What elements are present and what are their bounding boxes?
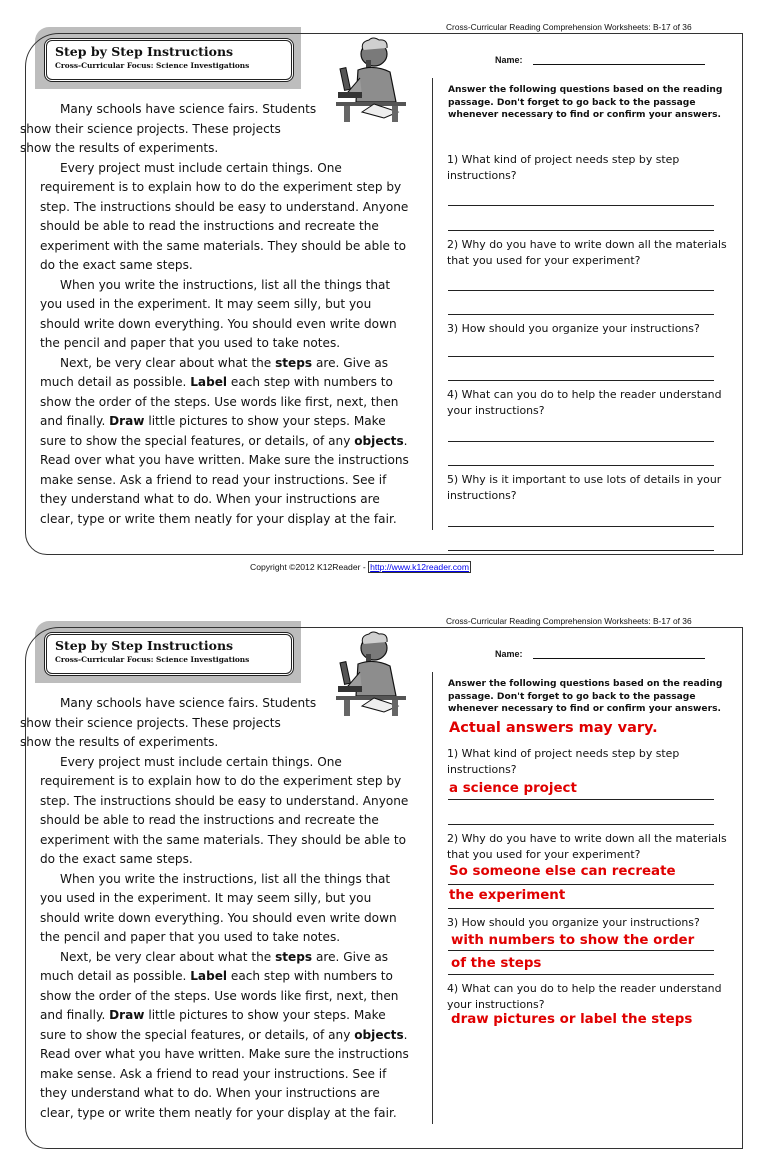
passage-text: are. Give as much detail as possible. bbox=[40, 355, 389, 389]
bold-term: steps bbox=[275, 949, 313, 964]
question-2: 2) Why do you have to write down all the materials that you used for your experiment? bbox=[447, 832, 727, 861]
passage-line: Many schools have science fairs. Students bbox=[60, 102, 317, 116]
passage-paragraph-4 bbox=[40, 948, 410, 1124]
bold-term: Label bbox=[190, 375, 228, 389]
passage-text: each step with numbers to show the order of the steps. Use words like first, next, then and finally. bbox=[40, 375, 399, 428]
directions: Answer the following questions based on the reading passage. Don't forget to go back to the passage whenever necessary to find or confirm your answers. bbox=[448, 85, 723, 120]
passage-line: Many schools have science fairs. Students bbox=[60, 696, 317, 710]
passage-text: Next, be very clear about what the bbox=[60, 949, 276, 964]
reading-passage bbox=[20, 100, 410, 529]
name-label: Name: bbox=[495, 649, 523, 659]
answer-line[interactable] bbox=[448, 314, 714, 315]
passage-paragraph-4 bbox=[40, 354, 410, 530]
passage-text: . Read over what you have written. Make sure the instructions make sense. Ask a friend to read your instructions. See if they understand what to do. When your instructions are clear, type or write them neatly for your display at the fair. bbox=[40, 433, 409, 526]
bold-term: Draw bbox=[109, 414, 145, 428]
answer-line[interactable] bbox=[448, 526, 714, 527]
question-4: 4) What can you do to help the reader understand your instructions? bbox=[447, 982, 722, 1011]
question-4: 4) What can you do to help the reader understand your instructions? bbox=[447, 388, 722, 417]
passage-paragraph-3: When you write the instructions, list all the things that you used in the experiment. It may seem silly, but you should write down everything. You should even write down the pencil and paper that you used to take notes. bbox=[40, 277, 397, 350]
bold-term: Label bbox=[190, 969, 228, 983]
directions: Answer the following questions based on the reading passage. Don't forget to go back to the passage whenever necessary to find or confirm your answers. bbox=[448, 679, 723, 714]
passage-paragraph-1 bbox=[20, 694, 410, 753]
answer-line[interactable] bbox=[448, 465, 714, 466]
name-label: Name: bbox=[495, 55, 523, 65]
question-1: 1) What kind of project needs step by step instructions? bbox=[447, 747, 680, 776]
passage-line: show their science projects. These projects bbox=[20, 715, 281, 730]
answer-line[interactable] bbox=[448, 550, 714, 551]
answer-line[interactable] bbox=[448, 290, 714, 291]
question-1: 1) What kind of project needs step by step instructions? bbox=[447, 153, 680, 182]
answer-2-line-1: So someone else can recreate bbox=[449, 864, 676, 879]
answer-1: a science project bbox=[449, 781, 577, 796]
name-line[interactable] bbox=[533, 658, 705, 659]
worksheet-header: Cross-Curricular Reading Comprehension Worksheets: B-17 of 36 bbox=[446, 616, 692, 626]
title-box bbox=[44, 632, 294, 676]
answer-line[interactable] bbox=[448, 356, 714, 357]
name-line[interactable] bbox=[533, 64, 705, 65]
bold-term: objects bbox=[354, 433, 404, 448]
answer-2-line-2: the experiment bbox=[449, 888, 566, 903]
question-5: 5) Why is it important to use lots of details in your instructions? bbox=[447, 473, 722, 502]
worksheet-header: Cross-Curricular Reading Comprehension Worksheets: B-17 of 36 bbox=[446, 22, 692, 32]
answer-line[interactable] bbox=[448, 884, 714, 885]
passage-line: show the results of experiments. bbox=[20, 735, 219, 749]
worksheet-subtitle: Cross-Curricular Focus: Science Investigations bbox=[55, 61, 250, 70]
passage-paragraph-2: Every project must include certain things. One requirement is to explain how to do the experiment step by step. The instructions should be easy to understand. Anyone should be able to read the instructions and recreate the experiment with the same materials. They should be able to do the exact same steps. bbox=[40, 754, 409, 866]
answer-3-line-1: with numbers to show the order bbox=[451, 933, 695, 948]
passage-line: show the results of experiments. bbox=[20, 141, 219, 155]
worksheet-subtitle: Cross-Curricular Focus: Science Investigations bbox=[55, 655, 250, 664]
passage-text: . Read over what you have written. Make sure the instructions make sense. Ask a friend to read your instructions. See if they understand what to do. When your instructions are clear, type or write them neatly for your display at the fair. bbox=[40, 1027, 409, 1120]
answers-vary-note: Actual answers may vary. bbox=[449, 720, 658, 736]
question-2: 2) Why do you have to write down all the materials that you used for your experiment? bbox=[447, 238, 727, 267]
name-field[interactable] bbox=[495, 55, 705, 65]
answer-line[interactable] bbox=[448, 950, 714, 951]
answer-4-line-1: draw pictures or label the steps bbox=[451, 1012, 693, 1027]
answer-line[interactable] bbox=[448, 824, 714, 825]
passage-paragraph-2: Every project must include certain things. One requirement is to explain how to do the experiment step by step. The instructions should be easy to understand. Anyone should be able to read the instructions and recreate the experiment with the same materials. They should be able to do the exact same steps. bbox=[40, 160, 409, 272]
reading-passage bbox=[20, 694, 410, 1123]
copyright-text: Copyright ©2012 K12Reader - bbox=[250, 562, 369, 572]
answer-line[interactable] bbox=[448, 799, 714, 800]
answer-line[interactable] bbox=[448, 441, 714, 442]
passage-text: each step with numbers to show the order of the steps. Use words like first, next, then and finally. bbox=[40, 969, 399, 1022]
column-divider bbox=[432, 78, 433, 530]
bold-term: steps bbox=[275, 355, 313, 370]
bold-term: Draw bbox=[109, 1008, 145, 1022]
answer-line[interactable] bbox=[448, 908, 714, 909]
passage-paragraph-1 bbox=[20, 100, 410, 159]
passage-text: little pictures to show your steps. Make sure to show the special features, or details, of any bbox=[40, 1008, 386, 1042]
k12reader-link[interactable]: http://www.k12reader.com bbox=[370, 562, 469, 572]
worksheet-title: Step by Step Instructions bbox=[55, 638, 234, 653]
name-field[interactable] bbox=[495, 649, 705, 659]
answer-line[interactable] bbox=[448, 205, 714, 206]
answer-line[interactable] bbox=[448, 974, 714, 975]
title-box bbox=[44, 38, 294, 82]
passage-text: Next, be very clear about what the bbox=[60, 355, 276, 370]
bold-term: objects bbox=[354, 1027, 404, 1042]
passage-line: show their science projects. These projects bbox=[20, 121, 281, 136]
passage-text: are. Give as much detail as possible. bbox=[40, 949, 389, 983]
copyright bbox=[250, 562, 471, 572]
passage-text: little pictures to show your steps. Make sure to show the special features, or details, of any bbox=[40, 414, 386, 448]
answer-line[interactable] bbox=[448, 380, 714, 381]
answer-3-line-2: of the steps bbox=[451, 956, 542, 971]
answer-line[interactable] bbox=[448, 230, 714, 231]
question-3: 3) How should you organize your instructions? bbox=[447, 322, 700, 335]
column-divider bbox=[432, 672, 433, 1124]
answer-key-page bbox=[0, 594, 768, 1120]
question-3: 3) How should you organize your instructions? bbox=[447, 916, 700, 929]
passage-paragraph-3: When you write the instructions, list all the things that you used in the experiment. It may seem silly, but you should write down everything. You should even write down the pencil and paper that you used to take notes. bbox=[40, 871, 397, 944]
worksheet-title: Step by Step Instructions bbox=[55, 44, 234, 59]
